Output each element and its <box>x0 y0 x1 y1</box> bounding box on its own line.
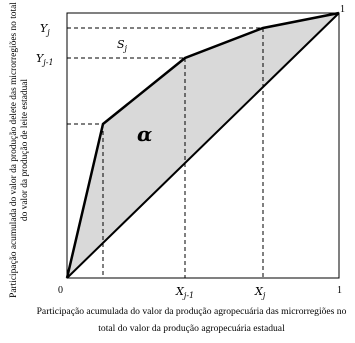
x-axis-title: Participação acumulada do valor da produção agropecuária das microrregiões no total do valor da produção agropecuária estadual <box>36 306 347 334</box>
yj1-label: $Y_{j-1}$ <box>36 52 54 67</box>
yj-label: $Y_j$ <box>40 22 50 37</box>
alpha-symbol: α <box>137 122 153 146</box>
origin-label: 0 <box>58 285 63 296</box>
y-end-label: 1 <box>340 4 345 15</box>
xj-label: $X_j$ <box>255 285 266 300</box>
x-end-label: 1 <box>337 285 342 296</box>
sj-label: $S_j$ <box>117 38 128 53</box>
xj1-label: $X_{j-1}$ <box>176 285 195 300</box>
y-axis-title: Participação acumulada do valor da produção delete das microrregiões no total do valor da produção de leite estadual <box>9 2 30 298</box>
